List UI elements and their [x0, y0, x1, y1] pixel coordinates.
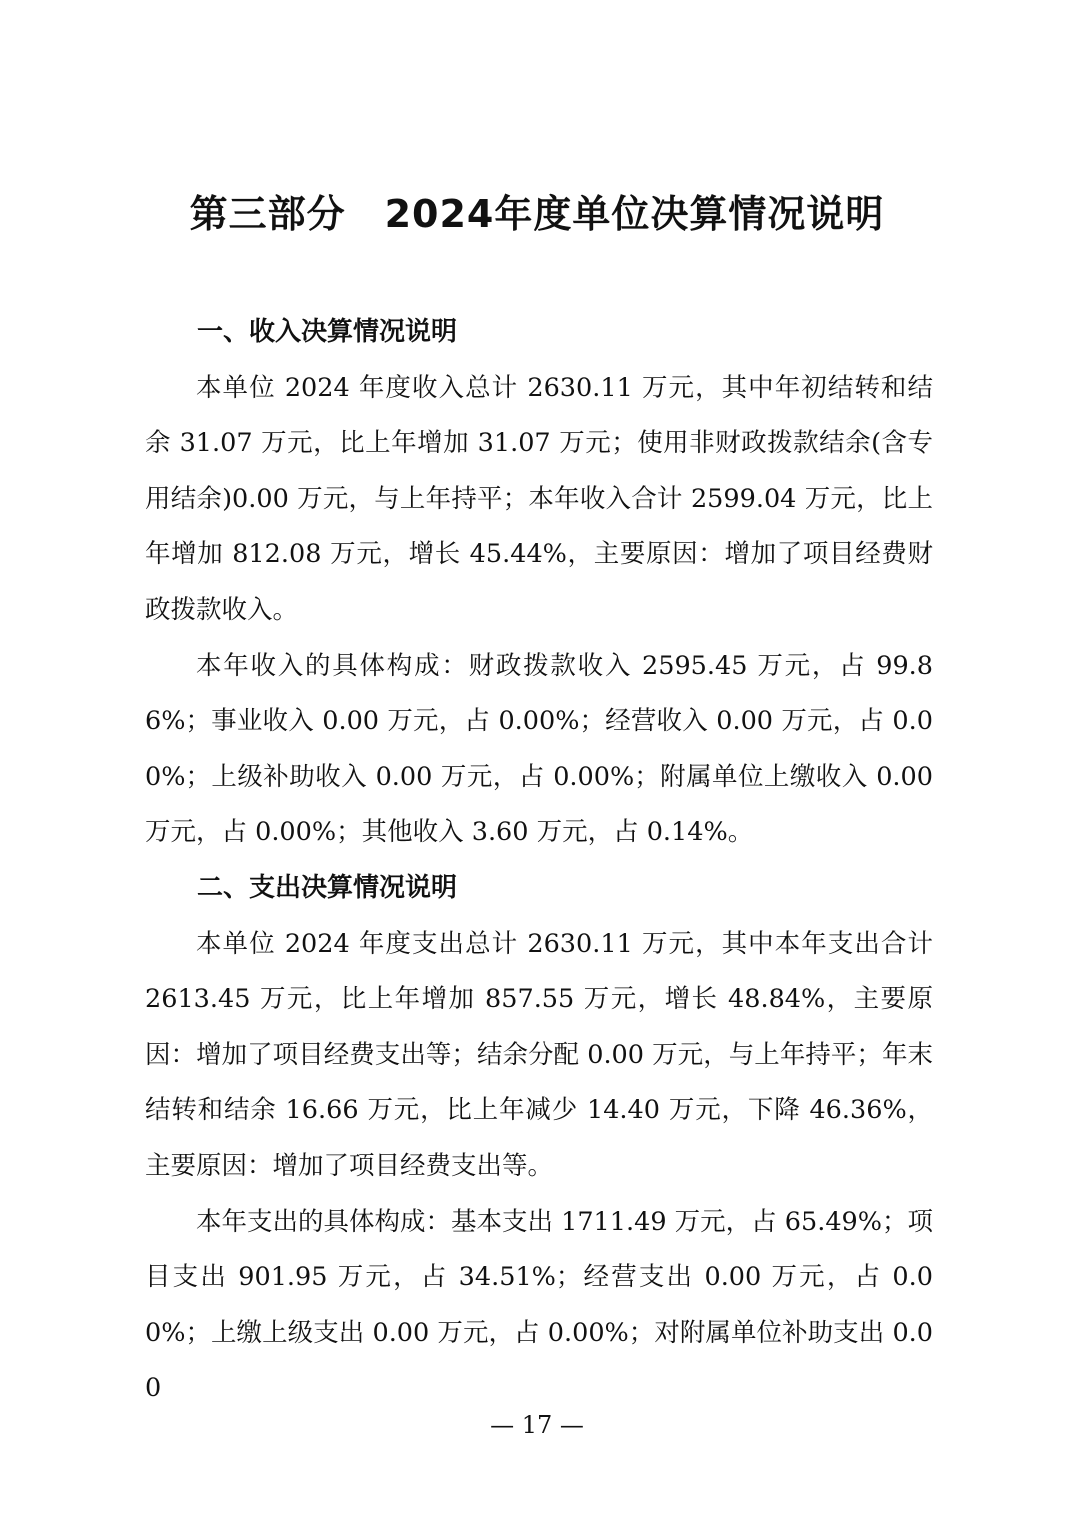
section-heading-income: 一、收入决算情况说明: [197, 317, 458, 347]
expenditure-composition-paragraph: 本年支出的具体构成：基本支出 1711.49 万元，占 65.49%；项目支出 901.95 万元，占 34.51%；经营支出 0.00 万元，占 0.00%；上缴上级支出 0.00 万元，占 0.00%；对附属单位补助支出 0.00: [145, 1206, 933, 1404]
section-heading-expenditure: 二、支出决算情况说明: [197, 872, 458, 903]
page-title: 第三部分 2024年度单位决算情况说明: [189, 192, 885, 236]
page-number: — 17 —: [490, 1411, 584, 1439]
income-summary-paragraph: 本单位 2024 年度收入总计 2630.11 万元，其中年初结转和结余 31.07 万元，比上年增加 31.07 万元；使用非财政拨款结余(含专用结余)0.00 万元，与上年持平；本年收入合计 2599.04 万元，比上年增加 812.08 万元，增长 45.44%，主要原因：增加了项目经费财政拨款收入。: [145, 372, 933, 625]
document-body: [145, 305, 933, 1417]
income-composition-paragraph: 本年收入的具体构成：财政拨款收入 2595.45 万元，占 99.86%；事业收入 0.00 万元，占 0.00%；经营收入 0.00 万元，占 0.00%；上级补助收入 0.00 万元，占 0.00%；附属单位上缴收入 0.00 万元，占 0.00%；其他收入 3.60 万元，占 0.14%。: [145, 650, 933, 848]
expenditure-summary-paragraph: 本单位 2024 年度支出总计 2630.11 万元，其中本年支出合计 2613.45 万元，比上年增加 857.55 万元，增长 48.84%，主要原因：增加了项目经费支出等；结余分配 0.00 万元，与上年持平；年末结转和结余 16.66 万元，比上年减少 14.40 万元，下降 46.36%，主要原因：增加了项目经费支出等。: [145, 928, 933, 1181]
